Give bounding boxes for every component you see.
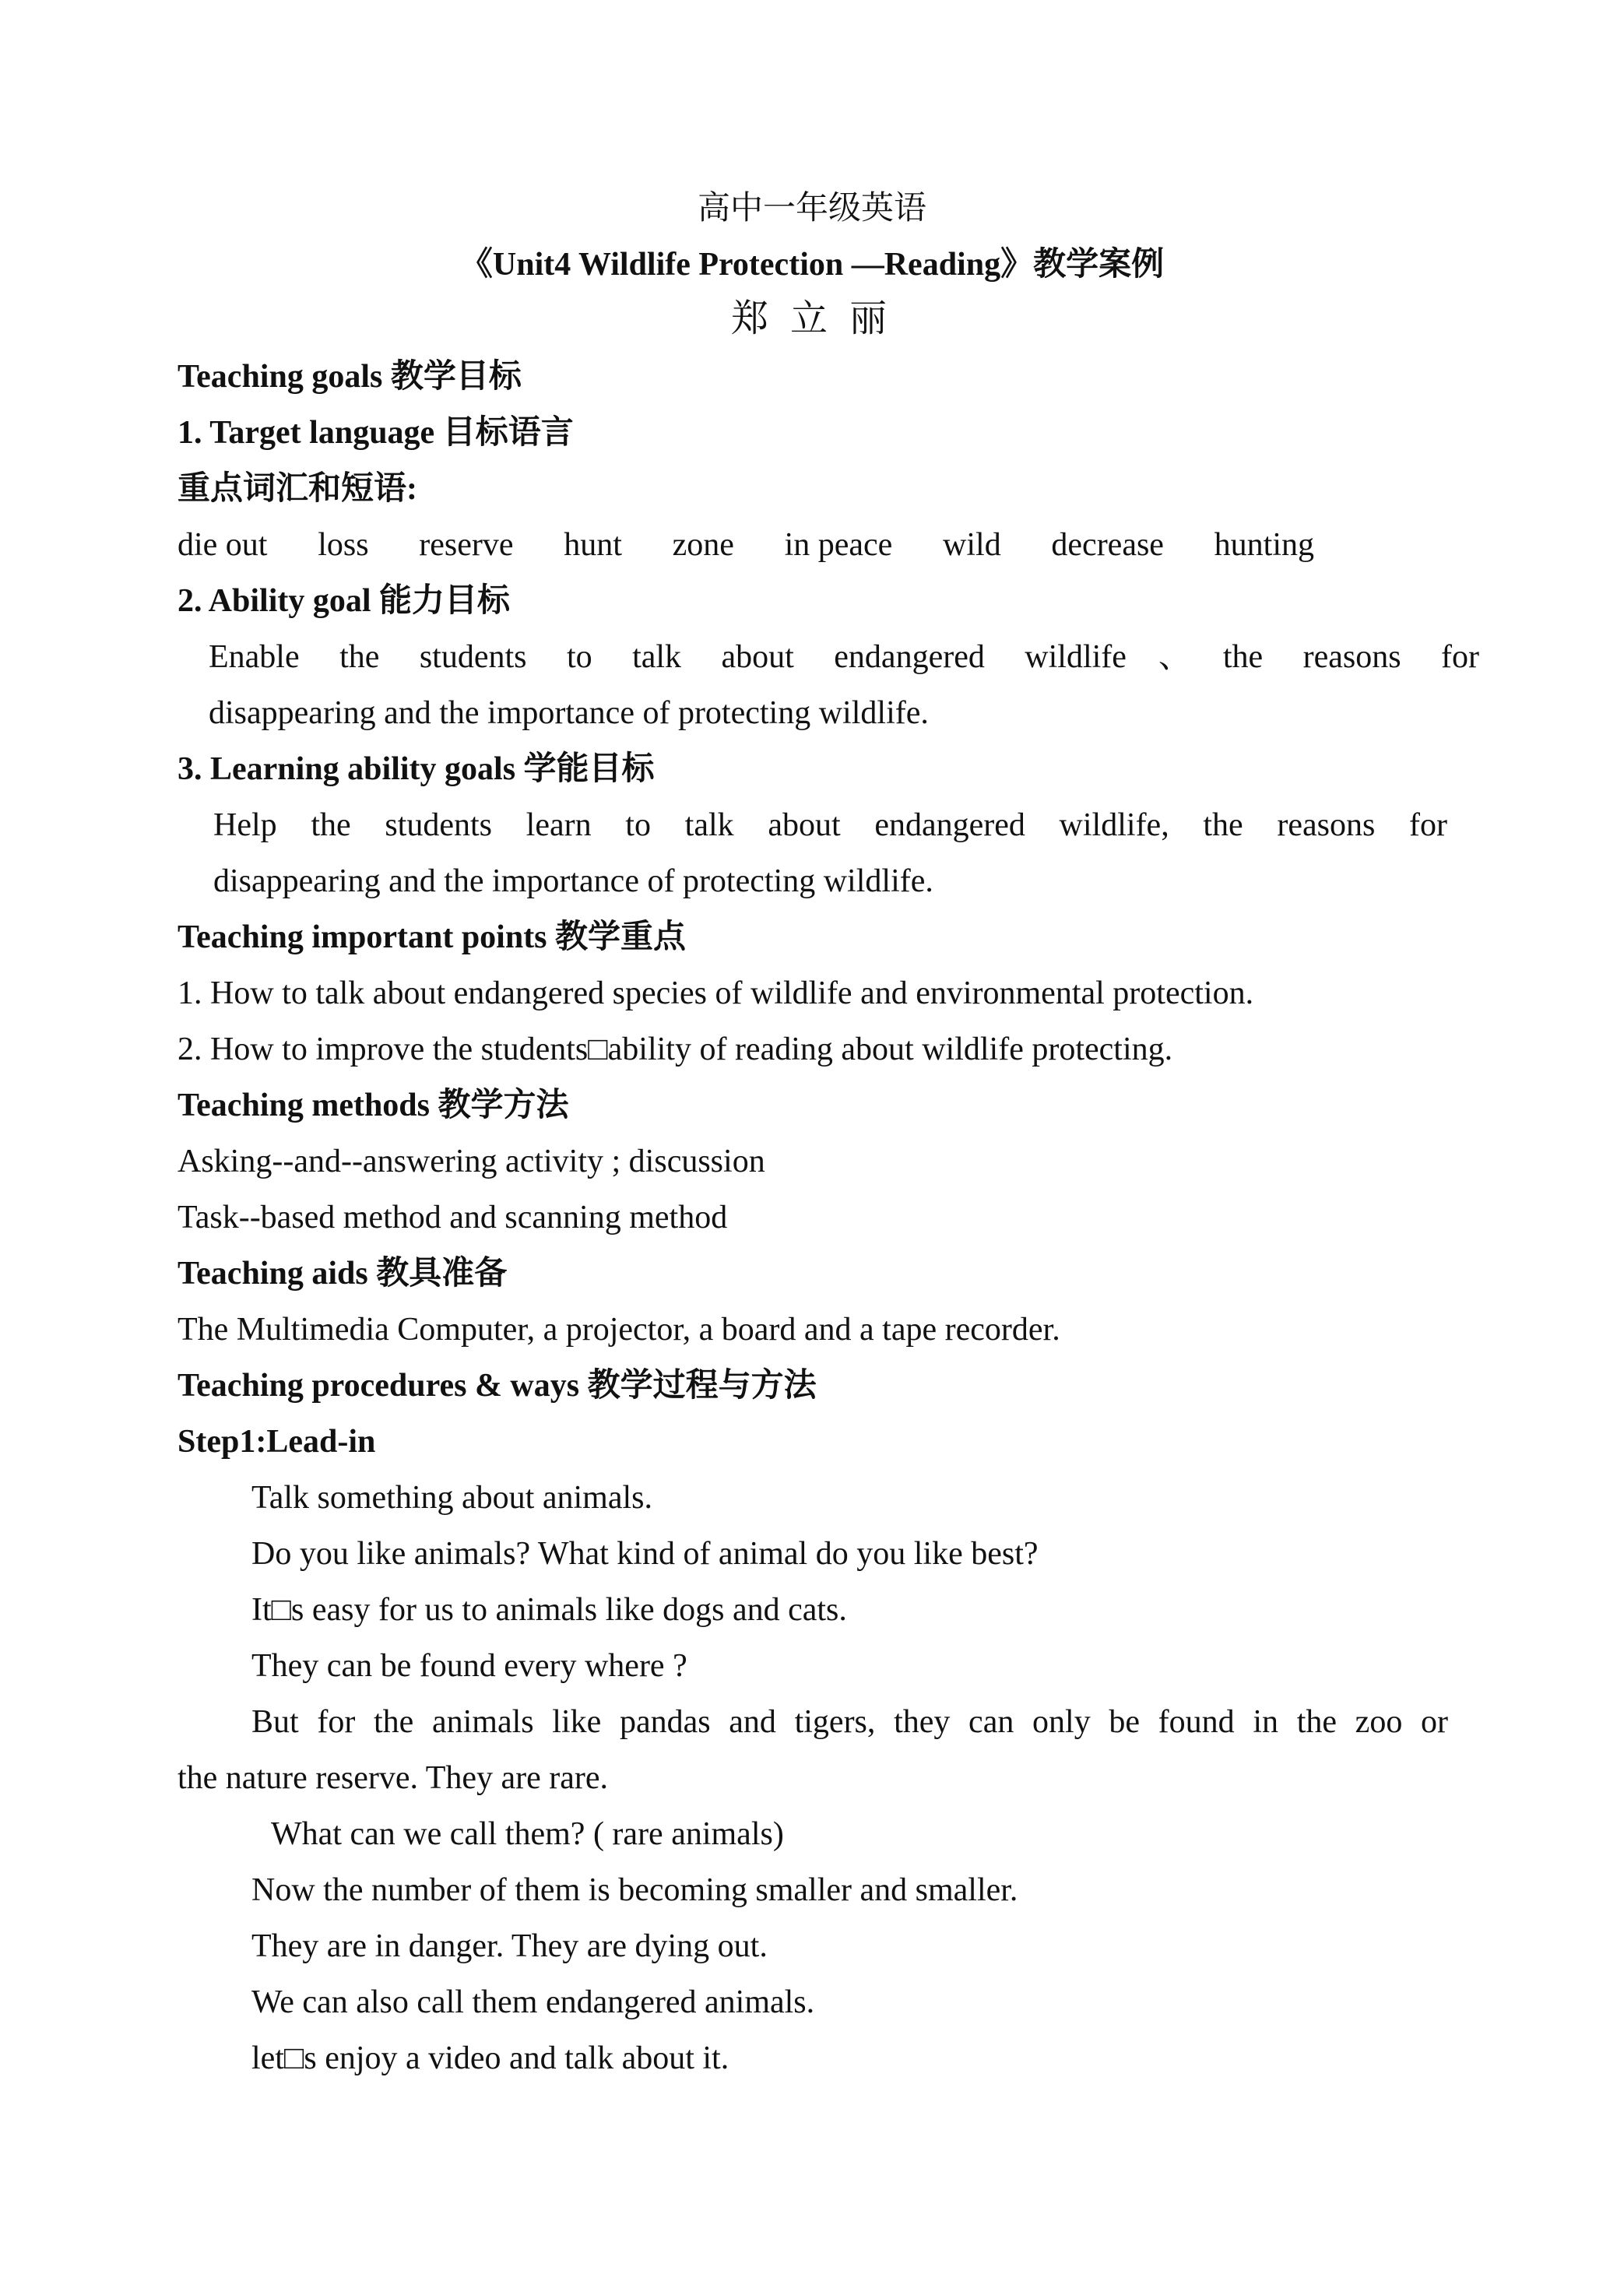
important-points-heading: Teaching important points 教学重点 xyxy=(178,919,687,955)
subject-line: 高中一年级英语 xyxy=(697,191,926,227)
lead-in-line: Talk something about animals. xyxy=(251,1480,652,1516)
vocab-word: die out xyxy=(178,527,268,563)
vocabulary-list xyxy=(178,523,1314,567)
ability-goal-text-line: disappearing and the importance of protecting wildlife. xyxy=(209,695,929,731)
vocab-word: wild xyxy=(943,527,1001,563)
lead-in-line: let□s enjoy a video and talk about it. xyxy=(251,2040,729,2076)
vocab-word: loss xyxy=(318,527,369,563)
vocab-word: hunt xyxy=(564,527,622,563)
author-name: 郑 立 丽 xyxy=(730,298,893,339)
step1-heading: Step1:Lead-in xyxy=(178,1424,376,1460)
learning-ability-heading: 3. Learning ability goals 学能目标 xyxy=(178,751,655,787)
teaching-aids-text: The Multimedia Computer, a projector, a board and a tape recorder. xyxy=(178,1312,1060,1348)
lead-in-line: the nature reserve. They are rare. xyxy=(178,1760,609,1796)
lead-in-line: They can be found every where ? xyxy=(251,1648,687,1684)
lead-in-line: They are in danger. They are dying out. xyxy=(251,1928,768,1964)
document-title: 《Unit4 Wildlife Protection —Reading》教学案例 xyxy=(459,247,1165,283)
important-point-item: 2. How to improve the students□ability of reading about wildlife protecting. xyxy=(178,1032,1173,1067)
lead-in-line: Now the number of them is becoming smaller and smaller. xyxy=(251,1872,1018,1908)
procedures-heading: Teaching procedures & ways 教学过程与方法 xyxy=(178,1368,817,1404)
learning-ability-text-line: Help the students learn to talk about endangered wildlife, the reasons for xyxy=(213,807,1447,843)
lead-in-line: But for the animals like pandas and tigers, they can only be found in the zoo or xyxy=(251,1704,1448,1740)
vocab-word: in peace xyxy=(784,527,893,563)
teaching-aids-heading: Teaching aids 教具准备 xyxy=(178,1256,508,1292)
lead-in-line: It□s easy for us to animals like dogs and cats. xyxy=(251,1592,847,1628)
key-vocabulary-heading: 重点词汇和短语: xyxy=(178,471,417,507)
lead-in-line: We can also call them endangered animals. xyxy=(251,1984,815,2020)
vocab-word: decrease xyxy=(1051,527,1164,563)
method-item: Task--based method and scanning method xyxy=(178,1200,728,1235)
ability-goal-heading: 2. Ability goal 能力目标 xyxy=(178,583,511,619)
lead-in-line: What can we call them? ( rare animals) xyxy=(271,1816,784,1852)
important-point-item: 1. How to talk about endangered species of wildlife and environmental protection. xyxy=(178,975,1254,1011)
method-item: Asking--and--answering activity ; discussion xyxy=(178,1144,765,1179)
target-language-heading: 1. Target language 目标语言 xyxy=(178,415,574,451)
lead-in-line: Do you like animals? What kind of animal do you like best? xyxy=(251,1536,1039,1572)
ability-goal-text-line: Enable the students to talk about endangered wildlife、the reasons for xyxy=(209,639,1479,675)
learning-ability-text-line: disappearing and the importance of protecting wildlife. xyxy=(213,863,933,899)
teaching-methods-heading: Teaching methods 教学方法 xyxy=(178,1088,569,1123)
vocab-word: reserve xyxy=(419,527,514,563)
teaching-goals-heading: Teaching goals 教学目标 xyxy=(178,359,522,395)
vocab-word: zone xyxy=(672,527,734,563)
vocab-word: hunting xyxy=(1214,527,1314,563)
